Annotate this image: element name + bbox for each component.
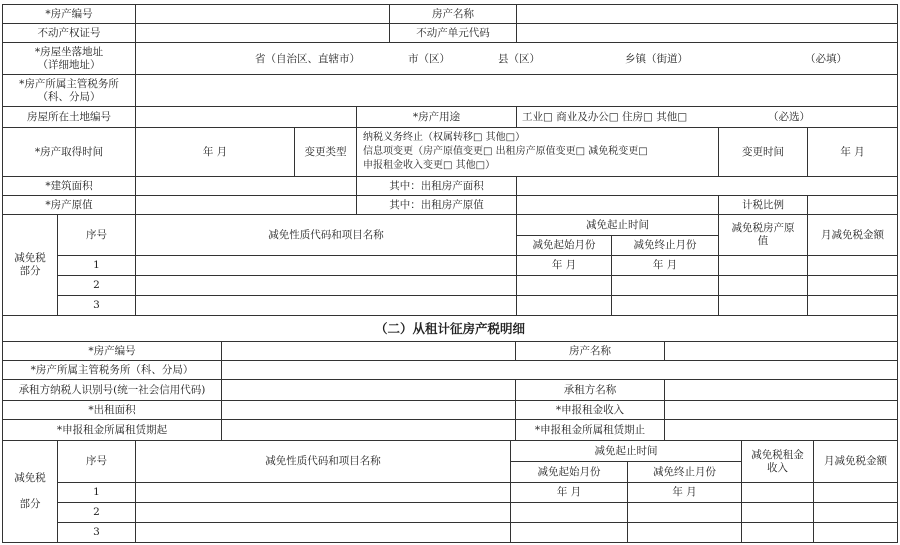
- s2-exempt-row-start[interactable]: 年 月: [510, 482, 628, 503]
- s2-exempt-col-end: 减免终止月份: [627, 461, 742, 483]
- property-name-field[interactable]: [516, 4, 898, 24]
- exempt-row-seq: 2: [57, 275, 136, 296]
- building-area-field[interactable]: [135, 176, 357, 196]
- original-value-label: *房产原值: [2, 195, 136, 215]
- rent-period-start-label: *申报租金所属租赁期起: [2, 419, 222, 441]
- section-title: （二）从租计征房产税明细: [2, 315, 898, 342]
- address-city: 市（区）: [408, 53, 450, 65]
- s2-exempt-col-amount: 月减免税金额: [813, 440, 898, 483]
- usage-label: *房产用途: [356, 106, 517, 128]
- s2-exempt-row-code[interactable]: [135, 502, 511, 523]
- exempt-row-seq: 3: [57, 295, 136, 316]
- address-province: 省（自治区、直辖市）: [255, 53, 360, 65]
- exempt-row-value[interactable]: [718, 275, 808, 296]
- rent-income-field[interactable]: [664, 400, 898, 420]
- exempt-col-code: 减免性质代码和项目名称: [135, 214, 517, 256]
- s2-exempt-row-income[interactable]: [741, 502, 814, 523]
- s2-exempt-row-amount[interactable]: [813, 482, 898, 503]
- s2-exempt-row-amount[interactable]: [813, 522, 898, 543]
- usage-checkboxes[interactable]: 工业□ 商业及办公□ 住房□ 其他□: [522, 111, 688, 123]
- rent-area-s2-label: *出租面积: [2, 400, 222, 420]
- exempt-col-value: 减免税房产原 值: [718, 214, 808, 256]
- address-county: 县（区）: [498, 53, 540, 65]
- cert-number-field[interactable]: [135, 23, 390, 43]
- acquire-time-label: *房产取得时间: [2, 127, 136, 177]
- exempt-row-value[interactable]: [718, 295, 808, 316]
- s2-tax-office-field[interactable]: [221, 360, 898, 380]
- exempt-row-code[interactable]: [135, 275, 517, 296]
- exempt-row-end[interactable]: 年 月: [611, 255, 719, 276]
- exempt-col-amount: 月减免税金额: [807, 214, 898, 256]
- s2-exempt-col-start: 减免起始月份: [510, 461, 628, 483]
- s2-exempt-row-seq: 3: [57, 522, 136, 543]
- exempt-side-label: 减免税 部分: [2, 214, 58, 316]
- usage-required-note: （必选）: [768, 111, 810, 123]
- change-type-options[interactable]: 纳税义务终止（权属转移□ 其他□） 信息项变更（房产原值变更□ 出租房产原值变更□ 减免税变更□ 申报租金收入变更□ 其他□）: [356, 127, 719, 177]
- exempt-row-code[interactable]: [135, 255, 517, 276]
- s2-exempt-row-end[interactable]: [627, 502, 742, 523]
- exempt-row-end[interactable]: [611, 275, 719, 296]
- s2-exempt-row-end[interactable]: [627, 522, 742, 543]
- exempt-row-seq: 1: [57, 255, 136, 276]
- exempt-row-start[interactable]: [516, 295, 612, 316]
- lessee-id-label: 承租方纳税人识别号(统一社会信用代码): [2, 379, 222, 401]
- change-time-label: 变更时间: [718, 127, 808, 177]
- property-name-label: 房产名称: [389, 4, 517, 24]
- s2-property-id-field[interactable]: [221, 341, 516, 361]
- s2-exempt-side-label: 减免税 部分: [2, 440, 58, 543]
- acquire-time-field[interactable]: 年 月: [135, 127, 295, 177]
- s2-property-name-field[interactable]: [664, 341, 898, 361]
- lessee-name-field[interactable]: [664, 379, 898, 401]
- s2-exempt-row-end[interactable]: 年 月: [627, 482, 742, 503]
- exempt-col-start: 减免起始月份: [516, 235, 612, 256]
- exempt-col-period: 减免起止时间: [516, 214, 719, 236]
- property-id-field[interactable]: [135, 4, 390, 24]
- address-town: 乡镇（街道）: [625, 53, 688, 65]
- lessee-id-field[interactable]: [221, 379, 516, 401]
- exempt-row-amount[interactable]: [807, 295, 898, 316]
- exempt-col-seq: 序号: [57, 214, 136, 256]
- unit-code-field[interactable]: [516, 23, 898, 43]
- exempt-row-start[interactable]: 年 月: [516, 255, 612, 276]
- property-id-label: *房产编号: [2, 4, 136, 24]
- s2-exempt-row-amount[interactable]: [813, 502, 898, 523]
- s2-exempt-row-code[interactable]: [135, 522, 511, 543]
- exempt-col-end: 减免终止月份: [611, 235, 719, 256]
- rent-area-label: 其中：出租房产面积: [356, 176, 517, 196]
- rent-period-start-field[interactable]: [221, 419, 516, 441]
- change-time-field[interactable]: 年 月: [807, 127, 898, 177]
- tax-office-label: *房产所属主管税务所 （科、分局）: [2, 74, 136, 107]
- s2-exempt-row-code[interactable]: [135, 482, 511, 503]
- s2-exempt-col-code: 减免性质代码和项目名称: [135, 440, 511, 483]
- change-type-label: 变更类型: [294, 127, 357, 177]
- lessee-name-label: 承租方名称: [515, 379, 665, 401]
- s2-exempt-col-period: 减免起止时间: [510, 440, 742, 462]
- s2-exempt-col-income: 减免税租金 收入: [741, 440, 814, 483]
- rent-area-s2-field[interactable]: [221, 400, 516, 420]
- unit-code-label: 不动产单元代码: [389, 23, 517, 43]
- rent-period-end-field[interactable]: [664, 419, 898, 441]
- building-area-label: *建筑面积: [2, 176, 136, 196]
- exempt-row-amount[interactable]: [807, 275, 898, 296]
- rent-value-label: 其中：出租房产原值: [356, 195, 517, 215]
- original-value-field[interactable]: [135, 195, 357, 215]
- rent-area-field[interactable]: [516, 176, 898, 196]
- tax-ratio-field[interactable]: [807, 195, 898, 215]
- s2-tax-office-label: *房产所属主管税务所（科、分局）: [2, 360, 222, 380]
- s2-exempt-row-seq: 2: [57, 502, 136, 523]
- address-label: *房屋坐落地址 （详细地址）: [2, 42, 136, 75]
- exempt-row-start[interactable]: [516, 275, 612, 296]
- tax-office-field[interactable]: [135, 74, 898, 107]
- rent-value-field[interactable]: [516, 195, 719, 215]
- s2-exempt-row-start[interactable]: [510, 522, 628, 543]
- land-number-field[interactable]: [135, 106, 357, 128]
- cert-number-label: 不动产权证号: [2, 23, 136, 43]
- exempt-row-amount[interactable]: [807, 255, 898, 276]
- rent-period-end-label: *申报租金所属租赁期止: [515, 419, 665, 441]
- s2-exempt-row-income[interactable]: [741, 482, 814, 503]
- s2-property-id-label: *房产编号: [2, 341, 222, 361]
- rent-income-label: *申报租金收入: [515, 400, 665, 420]
- exempt-row-code[interactable]: [135, 295, 517, 316]
- s2-property-name-label: 房产名称: [515, 341, 665, 361]
- land-number-label: 房屋所在土地编号: [2, 106, 136, 128]
- s2-exempt-row-seq: 1: [57, 482, 136, 503]
- exempt-row-value[interactable]: [718, 255, 808, 276]
- address-required-note: （必填）: [805, 53, 847, 65]
- exempt-row-end[interactable]: [611, 295, 719, 316]
- tax-ratio-label: 计税比例: [718, 195, 808, 215]
- s2-exempt-col-seq: 序号: [57, 440, 136, 483]
- s2-exempt-row-income[interactable]: [741, 522, 814, 543]
- s2-exempt-row-start[interactable]: [510, 502, 628, 523]
